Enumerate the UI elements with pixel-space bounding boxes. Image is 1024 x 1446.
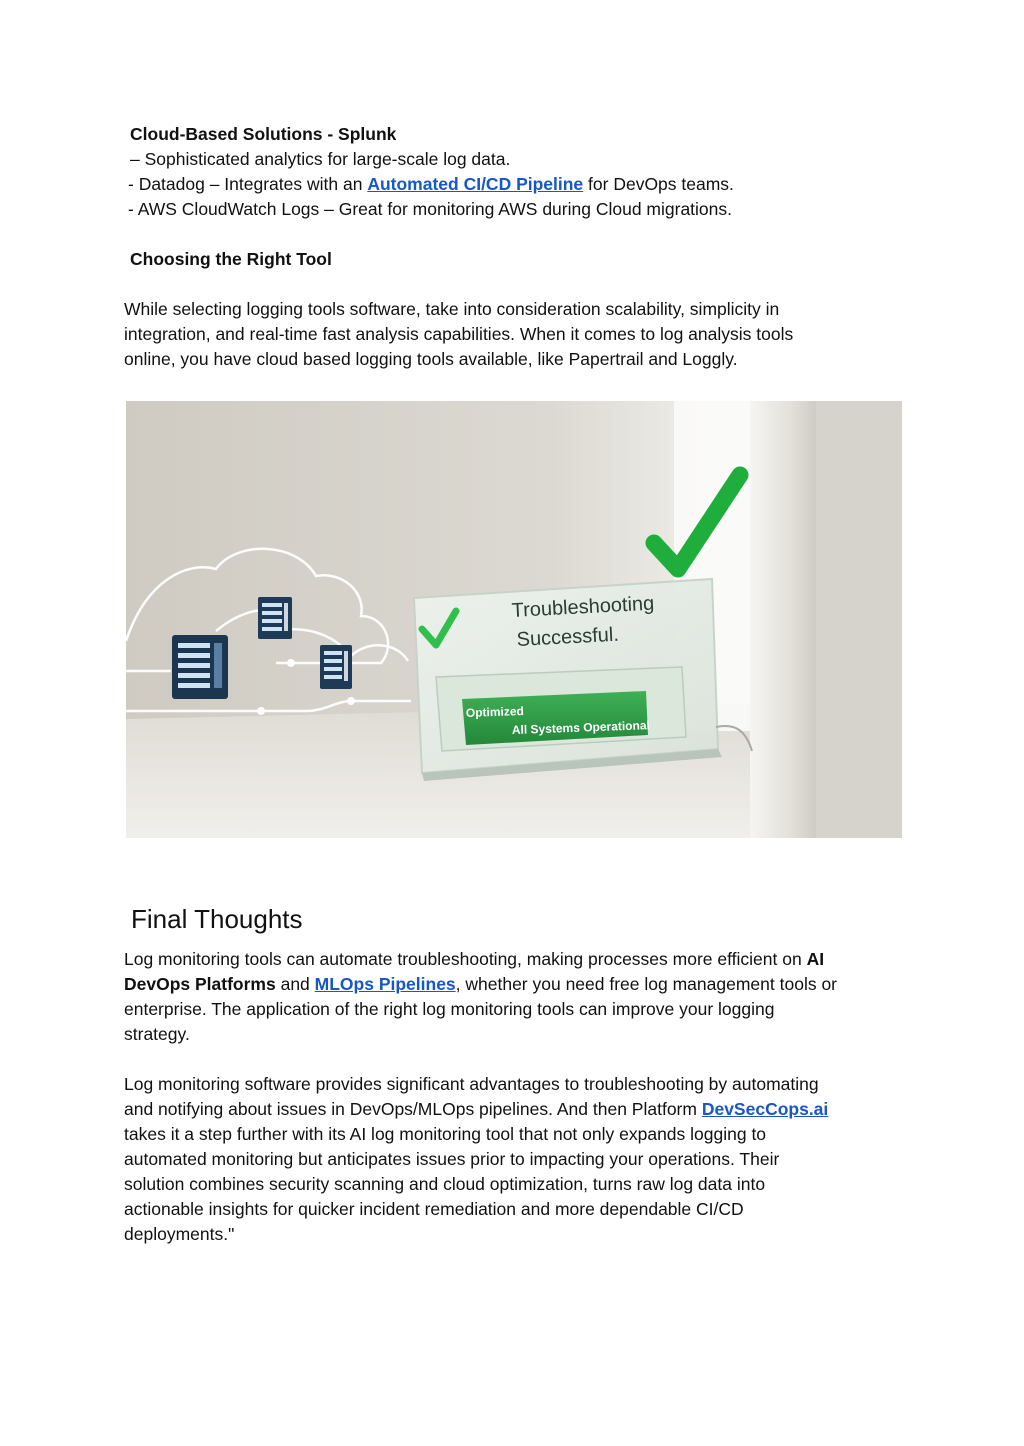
choosing-paragraph-line: online, you have cloud based logging tools available, like Papertrail and Loggly.: [124, 349, 738, 369]
final-p1-line2: [124, 972, 837, 997]
panel-title-line1: Troubleshooting: [511, 592, 655, 622]
final-p2-line1: Log monitoring software provides significant advantages to troubleshooting by automating: [124, 1074, 819, 1094]
final-p2-line5: solution combines security scanning and cloud optimization, turns raw log data into: [124, 1174, 766, 1194]
final-p1-line2-mid: and: [275, 974, 315, 994]
cloud-solutions-heading: Cloud-Based Solutions - Splunk: [130, 124, 397, 144]
badge-line2: All Systems Operational: [511, 718, 651, 737]
choosing-paragraph-line: integration, and real-time fast analysis capabilities. When it comes to log analysis tools: [124, 324, 794, 344]
final-p1-line4: strategy.: [124, 1024, 190, 1044]
final-p2-line2-text: and notifying about issues in DevOps/MLOps pipelines. And then Platform: [124, 1099, 702, 1119]
datadog-line-prefix: - Datadog – Integrates with an: [128, 174, 368, 194]
datadog-line: [128, 172, 734, 197]
network-node: [347, 697, 355, 705]
final-p1-line1: [124, 947, 824, 972]
choosing-paragraph-line: While selecting logging tools software, take into consideration scalability, simplicity in: [124, 299, 780, 319]
wall-pillar: [750, 401, 816, 838]
mlops-pipelines-link[interactable]: MLOps Pipelines: [314, 974, 456, 994]
final-p1-line1-text: Log monitoring tools can automate troubleshooting, making processes more efficient on: [124, 949, 807, 969]
choosing-tool-heading: Choosing the Right Tool: [130, 249, 332, 269]
final-p2-line3: takes it a step further with its AI log monitoring tool that not only expands logging to: [124, 1124, 767, 1144]
final-p2-line7: deployments.": [124, 1224, 235, 1244]
server-icon: [320, 645, 352, 689]
datadog-line-suffix: for DevOps teams.: [583, 174, 734, 194]
illustration-svg: [126, 401, 902, 838]
automated-cicd-pipeline-link[interactable]: Automated CI/CD Pipeline: [367, 174, 584, 194]
final-p1-line3: enterprise. The application of the right log monitoring tools can improve your logging: [124, 999, 775, 1019]
server-icon: [258, 597, 292, 639]
splunk-description: – Sophisticated analytics for large-scale log data.: [130, 149, 511, 169]
network-node: [257, 707, 265, 715]
devops-platforms-bold-text: DevOps Platforms: [124, 974, 276, 994]
badge-line1: Optimized: [465, 703, 525, 720]
status-panel: [414, 579, 722, 781]
final-p2-line6: actionable insights for quicker incident remediation and more dependable CI/CD: [124, 1199, 744, 1219]
cloudwatch-line: - AWS CloudWatch Logs – Great for monitoring AWS during Cloud migrations.: [128, 199, 733, 219]
final-p2-line2: [124, 1097, 828, 1122]
server-icon: [172, 635, 228, 699]
devseccops-link[interactable]: DevSecCops.ai: [701, 1099, 829, 1119]
panel-title-line2: Successful.: [516, 623, 620, 651]
wall-pillar-side: [816, 401, 902, 838]
final-thoughts-heading: Final Thoughts: [131, 904, 303, 934]
troubleshooting-illustration: [126, 401, 902, 838]
network-node: [287, 659, 295, 667]
ai-bold-text: AI: [806, 949, 825, 969]
final-p1-line2-suffix: , whether you need free log management tools or: [455, 974, 837, 994]
final-p2-line4: automated monitoring but anticipates issues prior to impacting your operations. Their: [124, 1149, 780, 1169]
